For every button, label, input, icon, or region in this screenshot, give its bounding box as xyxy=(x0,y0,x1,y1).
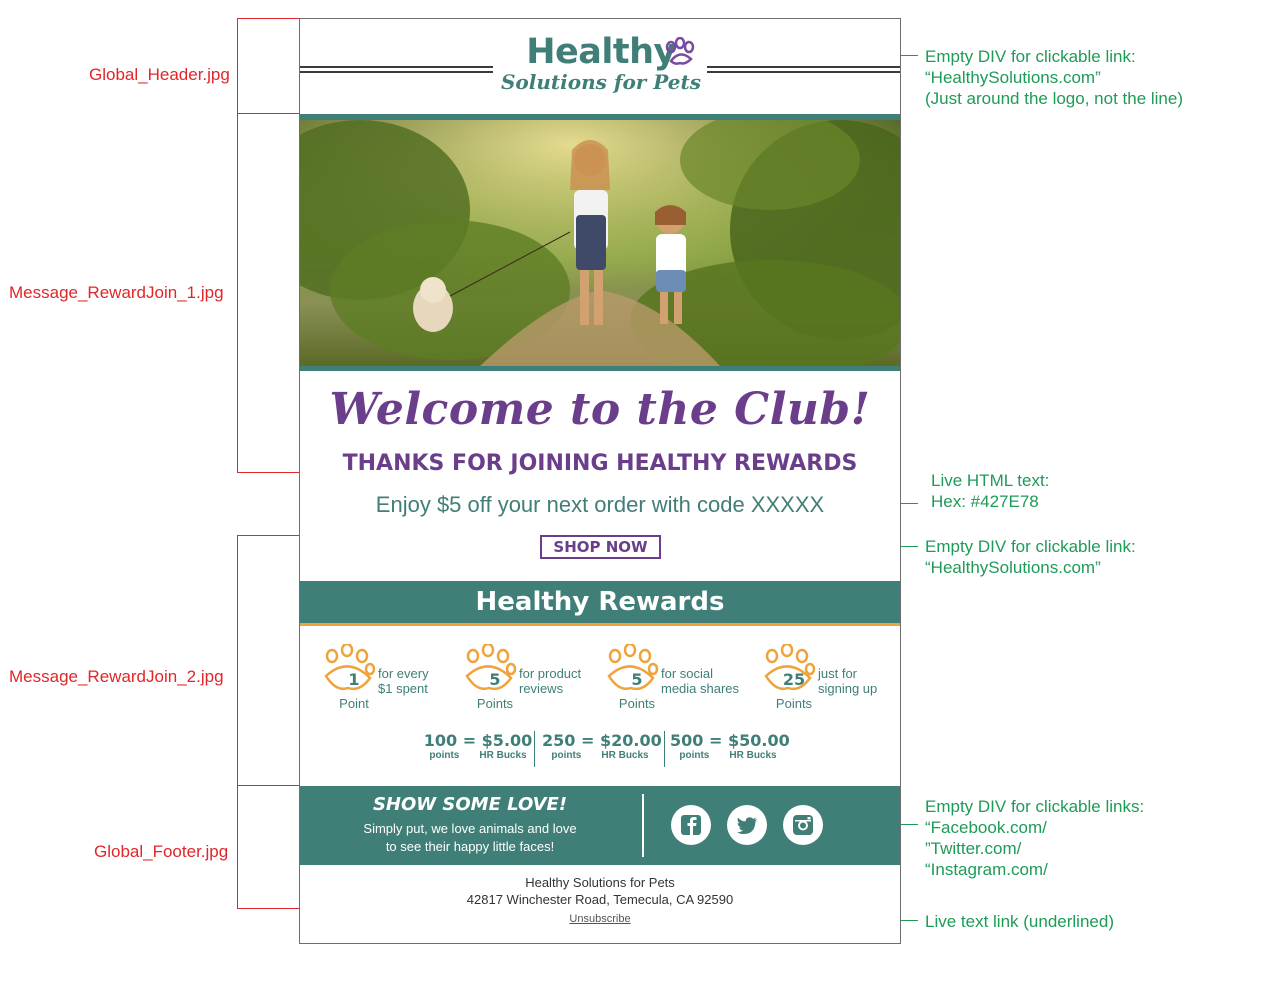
reward-item-purchase xyxy=(320,644,460,714)
twitter-icon xyxy=(727,805,767,845)
conversion-500: 500 = $50.00 points HR Bucks xyxy=(670,731,790,761)
welcome-heading: Welcome to the Club! xyxy=(329,384,871,435)
hero-photo-illustration xyxy=(300,120,900,366)
reward-points-value: 25 xyxy=(782,670,806,689)
reward-item-reviews xyxy=(461,644,601,714)
slice-bracket-message1 xyxy=(237,113,299,473)
slice-bracket-footer xyxy=(237,785,299,909)
logo-tagline: Solutions for Pets xyxy=(500,70,702,94)
promo-code-text: Enjoy $5 off your next order with code XXXXX xyxy=(375,492,825,517)
email-canvas xyxy=(299,18,901,944)
footer-bar xyxy=(300,786,900,865)
unsubscribe-link[interactable]: Unsubscribe xyxy=(569,913,631,925)
conversion-divider xyxy=(534,731,535,767)
reward-item-signup xyxy=(760,644,900,714)
reward-points-unit: Point xyxy=(339,696,369,711)
facebook-icon xyxy=(671,805,711,845)
conversion-250: 250 = $20.00 points HR Bucks xyxy=(542,731,662,761)
reward-points-value: 5 xyxy=(489,670,501,689)
instagram-link[interactable] xyxy=(783,805,823,845)
shop-now-button[interactable]: SHOP NOW xyxy=(540,535,661,559)
thanks-subheading: THANKS FOR JOINING HEALTHY REWARDS xyxy=(342,451,858,476)
slice-label-message1: Message_RewardJoin_1.jpg xyxy=(9,283,224,302)
paw-icon xyxy=(663,37,699,67)
logo-wordmark: Healthy xyxy=(526,32,676,72)
email-header xyxy=(300,19,900,114)
company-address: 42817 Winchester Road, Temecula, CA 92590 xyxy=(466,892,734,907)
slice-label-header: Global_Header.jpg xyxy=(89,65,230,84)
reward-points-unit: Points xyxy=(775,696,813,711)
reward-item-social xyxy=(603,644,743,714)
reward-points-value: 5 xyxy=(631,670,643,689)
company-name: Healthy Solutions for Pets xyxy=(525,875,675,890)
reward-description: just for signing up xyxy=(818,666,878,696)
slice-bracket-header xyxy=(237,18,299,114)
reward-description: for every $1 spent xyxy=(378,666,429,696)
conversion-divider xyxy=(664,731,665,767)
reward-points-value: 1 xyxy=(348,670,360,689)
reward-points-unit: Points xyxy=(476,696,514,711)
slice-bracket-message2 xyxy=(237,535,299,786)
show-some-love-text: Simply put, we love animals and love to see their happy little faces! xyxy=(363,821,577,854)
hero-photo xyxy=(300,120,900,366)
note-live-text: Live HTML text: Hex: #427E78 xyxy=(931,471,1050,511)
reward-points-unit: Points xyxy=(618,696,656,711)
note-social: Empty DIV for clickable links: “Facebook.com/ ”Twitter.com/ “Instagram.com/ xyxy=(925,797,1145,879)
twitter-link[interactable] xyxy=(727,805,767,845)
note-logo: Empty DIV for clickable link: “HealthySolutions.com” (Just around the logo, not the line) xyxy=(925,47,1183,108)
reward-description: for social media shares xyxy=(661,666,740,696)
logo-link[interactable] xyxy=(498,33,704,101)
note-shop: Empty DIV for clickable link: “HealthySolutions.com” xyxy=(925,537,1136,577)
show-some-love-heading: SHOW SOME LOVE! xyxy=(372,794,568,815)
slice-label-message2: Message_RewardJoin_2.jpg xyxy=(9,667,224,686)
footer-divider xyxy=(642,794,644,857)
hero-bottom-divider xyxy=(300,366,900,371)
conversion-100: 100 = $5.00 points HR Bucks xyxy=(423,731,533,761)
instagram-icon xyxy=(783,805,823,845)
facebook-link[interactable] xyxy=(671,805,711,845)
note-unsub: Live text link (underlined) xyxy=(925,912,1114,931)
reward-description: for product reviews xyxy=(519,666,582,696)
slice-label-footer: Global_Footer.jpg xyxy=(94,842,229,861)
rewards-title-bar: Healthy Rewards xyxy=(300,581,900,626)
